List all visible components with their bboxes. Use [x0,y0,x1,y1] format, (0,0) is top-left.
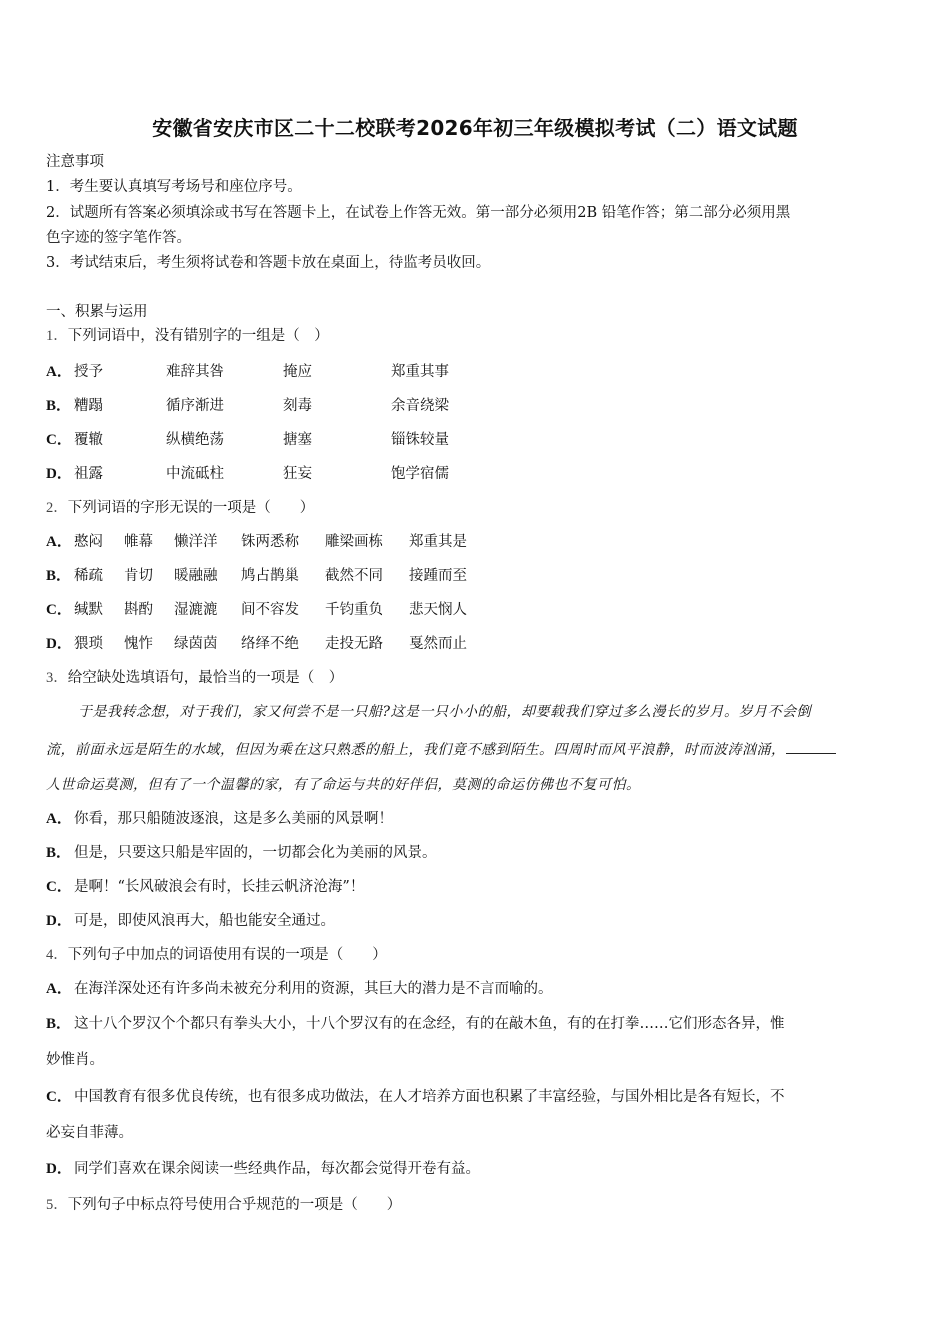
question-text: 下列词语中，没有错别字的一组是（ ） [67,328,329,344]
option-word: 中流砥柱 [166,466,224,482]
option-word: 缄默 [74,602,103,618]
page-title: 安徽省安庆市区二十二校联考2026年初三年级模拟考试（二）语文试题 [152,116,798,140]
option-word: 授予 [74,364,103,380]
option-word: 湿漉漉 [174,602,218,618]
option-word: 愧怍 [124,636,153,652]
option-key: D． [46,636,72,652]
fill-blank [786,739,836,754]
option-word: 饱学宿儒 [391,466,449,482]
option-word: 接踵而至 [409,568,467,584]
option-word: 间不容发 [241,602,299,618]
option-word: 祖露 [74,466,103,482]
question-number: 2． [46,500,68,516]
option-word: 纵横绝荡 [166,432,224,448]
option-word: 截然不同 [325,568,383,584]
option-word: 稀疏 [74,568,103,584]
option-word: 懒洋洋 [174,534,218,550]
q3-option-b [46,843,437,863]
option-text: 但是，只要这只船是牢固的，一切都会化为美丽的风景。 [74,845,437,861]
option-word: 憨闷 [74,534,103,550]
q2-option-a [46,532,467,552]
q4-option-b [46,1014,785,1034]
option-key: D． [46,913,72,929]
option-word: 戛然而止 [409,636,467,652]
passage-line: 于是我转念想，对于我们，家又何尝不是一只船?这是一只小小的船，却要载我们穿过多么漫长的岁月。岁月不会倒 [78,704,812,720]
option-continuation: 必妄自菲薄。 [46,1125,133,1141]
q1-option-d [46,464,449,484]
question-number: 3． [46,670,68,686]
option-word: 肯切 [124,568,153,584]
option-word: 糟蹋 [74,398,103,414]
question-number: 5． [46,1197,68,1213]
option-continuation: 妙惟肖。 [46,1052,104,1068]
q1-option-b [46,396,449,416]
notice-heading: 注意事项 [46,154,104,170]
option-word: 猥琐 [74,636,103,652]
option-key: A． [46,364,72,380]
question-number: 4． [46,947,68,963]
option-key: B． [46,1016,72,1032]
option-word: 难辞其咎 [166,364,224,380]
option-word: 狂妄 [283,466,312,482]
option-word: 斟酌 [124,602,153,618]
question-text: 给空缺处选填语句，最恰当的一项是（ ） [67,670,344,686]
option-word: 走投无路 [325,636,383,652]
option-word: 掩应 [283,364,312,380]
option-word: 千钧重负 [325,602,383,618]
notice-item: 3．考试结束后，考生须将试卷和答题卡放在桌面上，待监考员收回。 [46,255,491,271]
option-word: 络绎不绝 [241,636,299,652]
option-key: B． [46,398,72,414]
option-word: 帷幕 [124,534,153,550]
notice-item: 1．考生要认真填写考场号和座位序号。 [46,179,302,195]
notice-item: 色字迹的签字笔作答。 [46,230,191,246]
question-2-stem [46,498,314,518]
option-text: 是啊！“长风破浪会有时，长挂云帆济沧海”！ [74,879,365,895]
option-word: 雕梁画栋 [325,534,383,550]
option-word: 搪塞 [283,432,312,448]
question-3-stem [46,668,343,688]
option-word: 刻毒 [283,398,312,414]
option-text: 同学们喜欢在课余阅读一些经典作品，每次都会觉得开卷有益。 [74,1161,480,1177]
question-text: 下列句子中标点符号使用合乎规范的一项是（ ） [67,1197,402,1213]
q4-option-a [46,979,553,999]
option-key: C． [46,432,72,448]
question-5-stem [46,1195,401,1215]
question-text: 下列句子中加点的词语使用有误的一项是（ ） [67,947,387,963]
option-word: 绿茵茵 [174,636,218,652]
option-text: 可是，即使风浪再大，船也能安全通过。 [74,913,335,929]
option-word: 循序渐进 [166,398,224,414]
passage-line [46,739,906,760]
q3-option-d [46,911,335,931]
option-word: 郑重其事 [391,364,449,380]
option-word: 铢两悉称 [241,534,299,550]
option-word: 鸠占鹊巢 [241,568,299,584]
option-word: 暖融融 [174,568,218,584]
option-key: A． [46,534,72,550]
option-text: 这十八个罗汉个个都只有拳头大小，十八个罗汉有的在念经，有的在敲木鱼，有的在打拳……它们形态各异，惟 [74,1016,785,1032]
q1-option-a [46,362,449,382]
option-text: 你看，那只船随波逐浪，这是多么美丽的风景啊！ [74,811,393,827]
q3-option-c [46,877,364,897]
question-4-stem [46,945,387,965]
q1-option-c [46,430,449,450]
option-word: 锱铢较量 [391,432,449,448]
q3-option-a [46,809,393,829]
option-word: 郑重其是 [409,534,467,550]
option-word: 余音绕梁 [391,398,449,414]
question-1-stem [46,326,329,346]
passage-text: 流，前面永远是陌生的水域，但因为乘在这只熟悉的船上，我们竟不感到陌生。四周时而风平浪静，时而波涛汹涌， [46,742,786,758]
option-key: D． [46,466,72,482]
q2-option-c [46,600,467,620]
question-text: 下列词语的字形无误的一项是（ ） [67,500,315,516]
question-number: 1． [46,328,68,344]
option-word: 悲天悯人 [409,602,467,618]
section-heading: 一、积累与运用 [46,304,148,320]
passage-line: 人世命运莫测，但有了一个温馨的家，有了命运与共的好伴侣，莫测的命运仿佛也不复可怕。 [46,777,641,793]
option-key: C． [46,602,72,618]
q4-option-c [46,1087,785,1107]
q2-option-d [46,634,467,654]
notice-item: 2．试题所有答案必须填涂或书写在答题卡上，在试卷上作答无效。第一部分必须用2B 铅笔作答；第二部分必须用黑 [46,205,791,221]
option-key: A． [46,981,72,997]
option-text: 中国教育有很多优良传统，也有很多成功做法，在人才培养方面也积累了丰富经验，与国外相比是各有短长，不 [74,1089,785,1105]
option-key: D． [46,1161,72,1177]
option-key: A． [46,811,72,827]
q4-option-d [46,1159,480,1179]
option-key: C． [46,1089,72,1105]
option-key: B． [46,845,72,861]
q2-option-b [46,566,467,586]
option-key: B． [46,568,72,584]
option-text: 在海洋深处还有许多尚未被充分利用的资源，其巨大的潜力是不言而喻的。 [74,981,553,997]
option-word: 覆辙 [74,432,103,448]
option-key: C． [46,879,72,895]
